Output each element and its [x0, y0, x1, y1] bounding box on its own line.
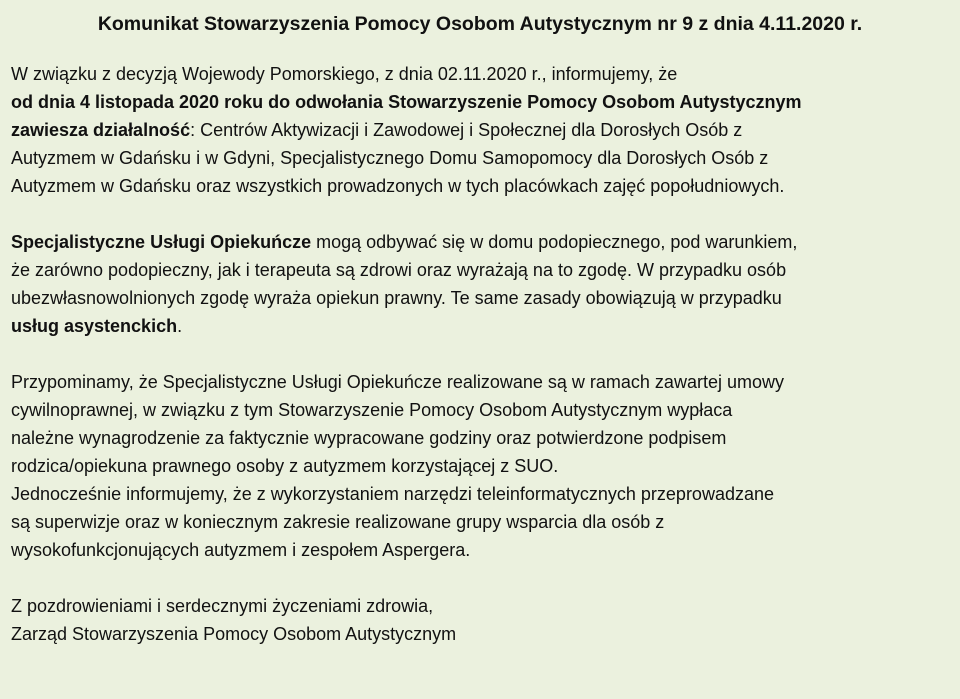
text-span: mogą odbywać się w domu podopiecznego, pod warunkiem, [311, 232, 798, 252]
text-line: Jednocześnie informujemy, że z wykorzystaniem narzędzi teleinformatycznych przeprowadzane [11, 484, 774, 504]
text-line: Z pozdrowieniami i serdecznymi życzeniami zdrowia, [11, 596, 434, 616]
text-line [11, 88, 949, 116]
text-line: cywilnoprawnej, w związku z tym Stowarzyszenie Pomocy Osobom Autystycznym wypłaca [11, 400, 733, 420]
paragraph-care-services [11, 228, 949, 340]
bold-text: Specjalistyczne Usługi Opiekuńcze [11, 232, 312, 252]
text-line: ubezwłasnowolnionych zgodę wyraża opiekun prawny. Te same zasady obowiązują w przypadku [11, 288, 782, 308]
paragraph-suspension [11, 60, 949, 200]
paragraph-closing [11, 592, 949, 648]
text-span: : Centrów Aktywizacji i Zawodowej i Społecznej dla Dorosłych Osób z [190, 120, 743, 140]
paragraph-gap [11, 340, 949, 368]
text-line: Przypominamy, że Specjalistyczne Usługi Opiekuńcze realizowane są w ramach zawartej umowy [11, 372, 784, 392]
text-line: Autyzmem w Gdańsku i w Gdyni, Specjalistycznego Domu Samopomocy dla Dorosłych Osób z [11, 148, 769, 168]
paragraph-gap [11, 564, 949, 592]
bold-text: usług asystenckich [11, 316, 178, 336]
text-span: . [177, 316, 183, 336]
text-line: że zarówno podopieczny, jak i terapeuta są zdrowi oraz wyrażają na to zgodę. W przypadku osób [11, 260, 787, 280]
text-line: należne wynagrodzenie za faktycznie wypracowane godziny oraz potwierdzone podpisem [11, 428, 727, 448]
bold-text: zawiesza działalność [11, 120, 191, 140]
text-line [11, 312, 949, 340]
text-line: W związku z decyzją Wojewody Pomorskiego, z dnia 02.11.2020 r., informujemy, że [11, 64, 678, 84]
announcement-title: Komunikat Stowarzyszenia Pomocy Osobom Autystycznym nr 9 z dnia 4.11.2020 r. [97, 13, 863, 35]
text-line: Autyzmem w Gdańsku oraz wszystkich prowadzonych w tych placówkach zajęć popołudniowych. [11, 176, 785, 196]
text-line [11, 228, 949, 256]
text-line: wysokofunkcjonujących autyzmem i zespołem Aspergera. [11, 540, 471, 560]
signature-line: Zarząd Stowarzyszenia Pomocy Osobom Autystycznym [11, 624, 457, 644]
paragraph-gap [11, 200, 949, 228]
bold-text: od dnia 4 listopada 2020 roku do odwołania Stowarzyszenie Pomocy Osobom Autystycznym [11, 92, 802, 112]
text-line [11, 116, 949, 144]
text-line: są superwizje oraz w koniecznym zakresie realizowane grupy wsparcia dla osób z [11, 512, 665, 532]
text-line: rodzica/opiekuna prawnego osoby z autyzmem korzystającej z SUO. [11, 456, 559, 476]
paragraph-reminder [11, 368, 949, 564]
